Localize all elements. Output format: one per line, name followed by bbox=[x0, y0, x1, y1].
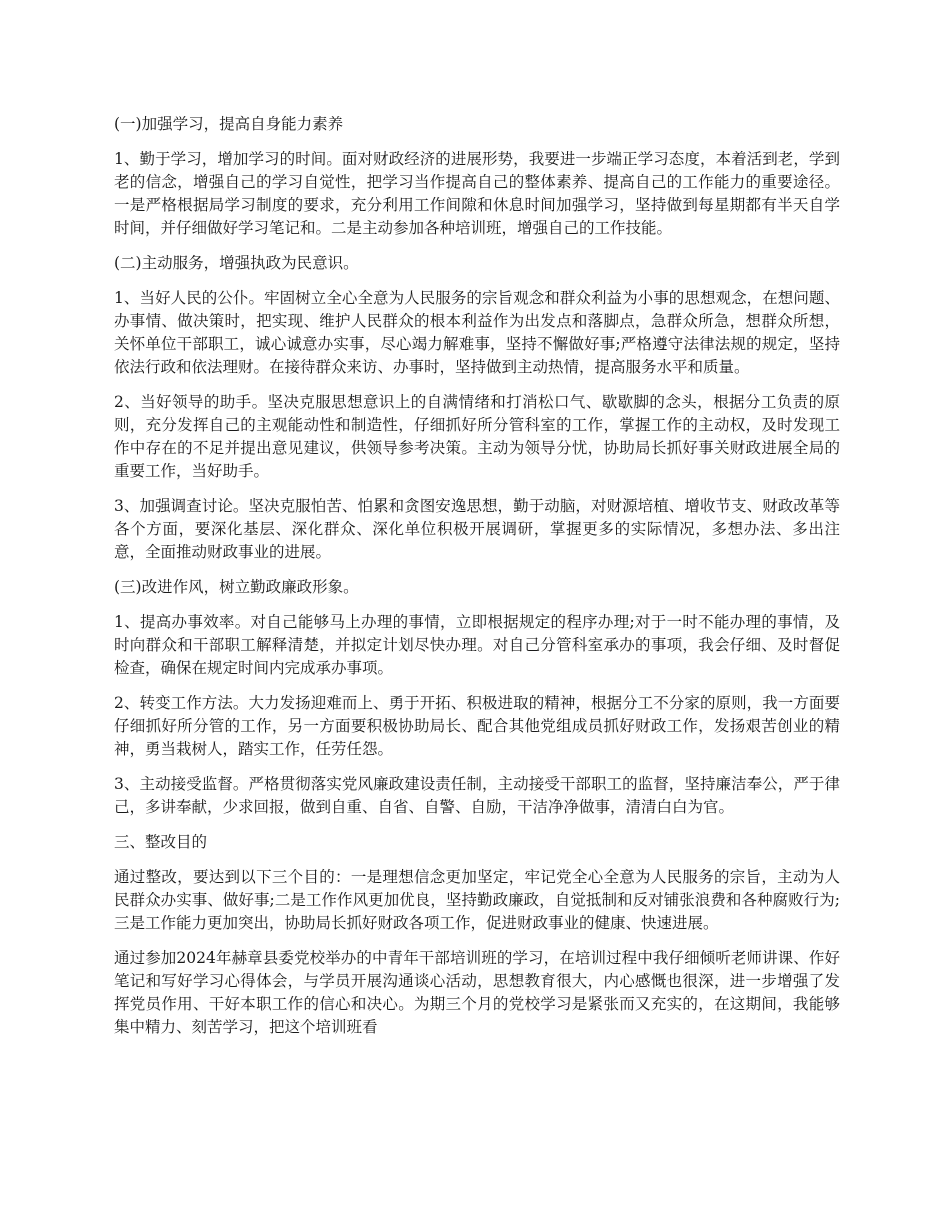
paragraph-public-servant: 1、当好人民的公仆。牢固树立全心全意为人民服务的宗旨观念和群众利益为小事的思想观念，在想问题、办事情、做决策时，把实现、维护人民群众的根本利益作为出发点和落脚点，急群众所急，想群众所想，关怀单位干部职工，诚心诚意办实事，尽心竭力解难事，坚持不懈做好事;严格遵守法律法规的规定，坚持依法行政和依法理财。在接待群众来访、办事时，坚持做到主动热情，提高服务水平和质量。 bbox=[114, 289, 840, 376]
paragraph-investigation: 3、加强调查讨论。坚决克服怕苦、怕累和贪图安逸思想，勤于动脑，对财源培植、增收节支、财政改革等各个方面，要深化基层、深化群众、深化单位积极开展调研，掌握更多的实际情况，多想办法、多出注意，全面推动财政事业的进展。 bbox=[114, 497, 840, 561]
paragraph-work-method: 2、转变工作方法。大力发扬迎难而上、勇于开拓、积极进取的精神，根据分工不分家的原则，我一方面要仔细抓好所分管的工作，另一方面要积极协助局长、配合其他党组成员抓好财政工作，发扬艰苦创业的精神，勇当栽树人，踏实工作，任劳任怨。 bbox=[114, 694, 840, 758]
paragraph-training: 通过参加2024年赫章县委党校举办的中青年干部培训班的学习，在培训过程中我仔细倾听老师讲课、作好笔记和写好学习心得体会，与学员开展沟通谈心活动，思想教育很大，内心感慨也很深，进一步增强了发挥党员作用、干好本职工作的信心和决心。为期三个月的党校学习是紧张而又充实的，在这期间，我能够集中精力、刻苦学习，把这个培训班看 bbox=[114, 949, 840, 1036]
section-heading-1: (一)加强学习，提高自身能力素养 bbox=[114, 115, 344, 133]
paragraph-supervision: 3、主动接受监督。严格贯彻落实党风廉政建设责任制，主动接受干部职工的监督，坚持廉洁奉公，严于律己，多讲奉献，少求回报，做到自重、自省、自警、自励，干洁净净做事，清清白白为官。 bbox=[114, 775, 840, 816]
paragraph-study-time: 1、勤于学习，增加学习的时间。面对财政经济的进展形势，我要进一步端正学习态度，本着活到老，学到老的信念，增强自己的学习自觉性，把学习当作提高自己的整体素养、提高自己的工作能力的重要途径。一是严格根据局学习制度的要求，充分利用工作间隙和休息时间加强学习，坚持做到每星期都有半天自学时间，并仔细做好学习笔记和。二是主动参加各种培训班，增强自己的工作技能。 bbox=[114, 150, 840, 237]
document-page bbox=[114, 113, 840, 1051]
paragraph-leader-assistant: 2、当好领导的助手。坚决克服思想意识上的自满情绪和打消松口气、歇歇脚的念头，根据分工负责的原则，充分发挥自己的主观能动性和制造性，仔细抓好所分管科室的工作，掌握工作的主动权，及时发现工作中存在的不足并提出意见建议，供领导参考决策。主动为领导分忧，协助局长抓好事关财政进展全局的重要工作，当好助手。 bbox=[114, 393, 840, 480]
paragraph-efficiency: 1、提高办事效率。对自己能够马上办理的事情，立即根据规定的程序办理;对于一时不能办理的事情，及时向群众和干部职工解释清楚，并拟定计划尽快办理。对自己分管科室承办的事项，我会仔细、及时督促检查，确保在规定时间内完成承办事项。 bbox=[114, 613, 840, 677]
paragraph-goals: 通过整改，要达到以下三个目的：一是理想信念更加坚定，牢记党全心全意为人民服务的宗旨，主动为人民群众办实事、做好事;二是工作作风更加优良，坚持勤政廉政，自觉抵制和反对铺张浪费和各种腐败行为;三是工作能力更加突出，协助局长抓好财政各项工作，促进财政事业的健康、快速进展。 bbox=[114, 868, 840, 932]
section-heading-3: (三)改进作风，树立勤政廉政形象。 bbox=[114, 578, 359, 596]
section-heading-goals: 三、整改目的 bbox=[114, 833, 208, 851]
section-heading-2: (二)主动服务，增强执政为民意识。 bbox=[114, 254, 359, 272]
